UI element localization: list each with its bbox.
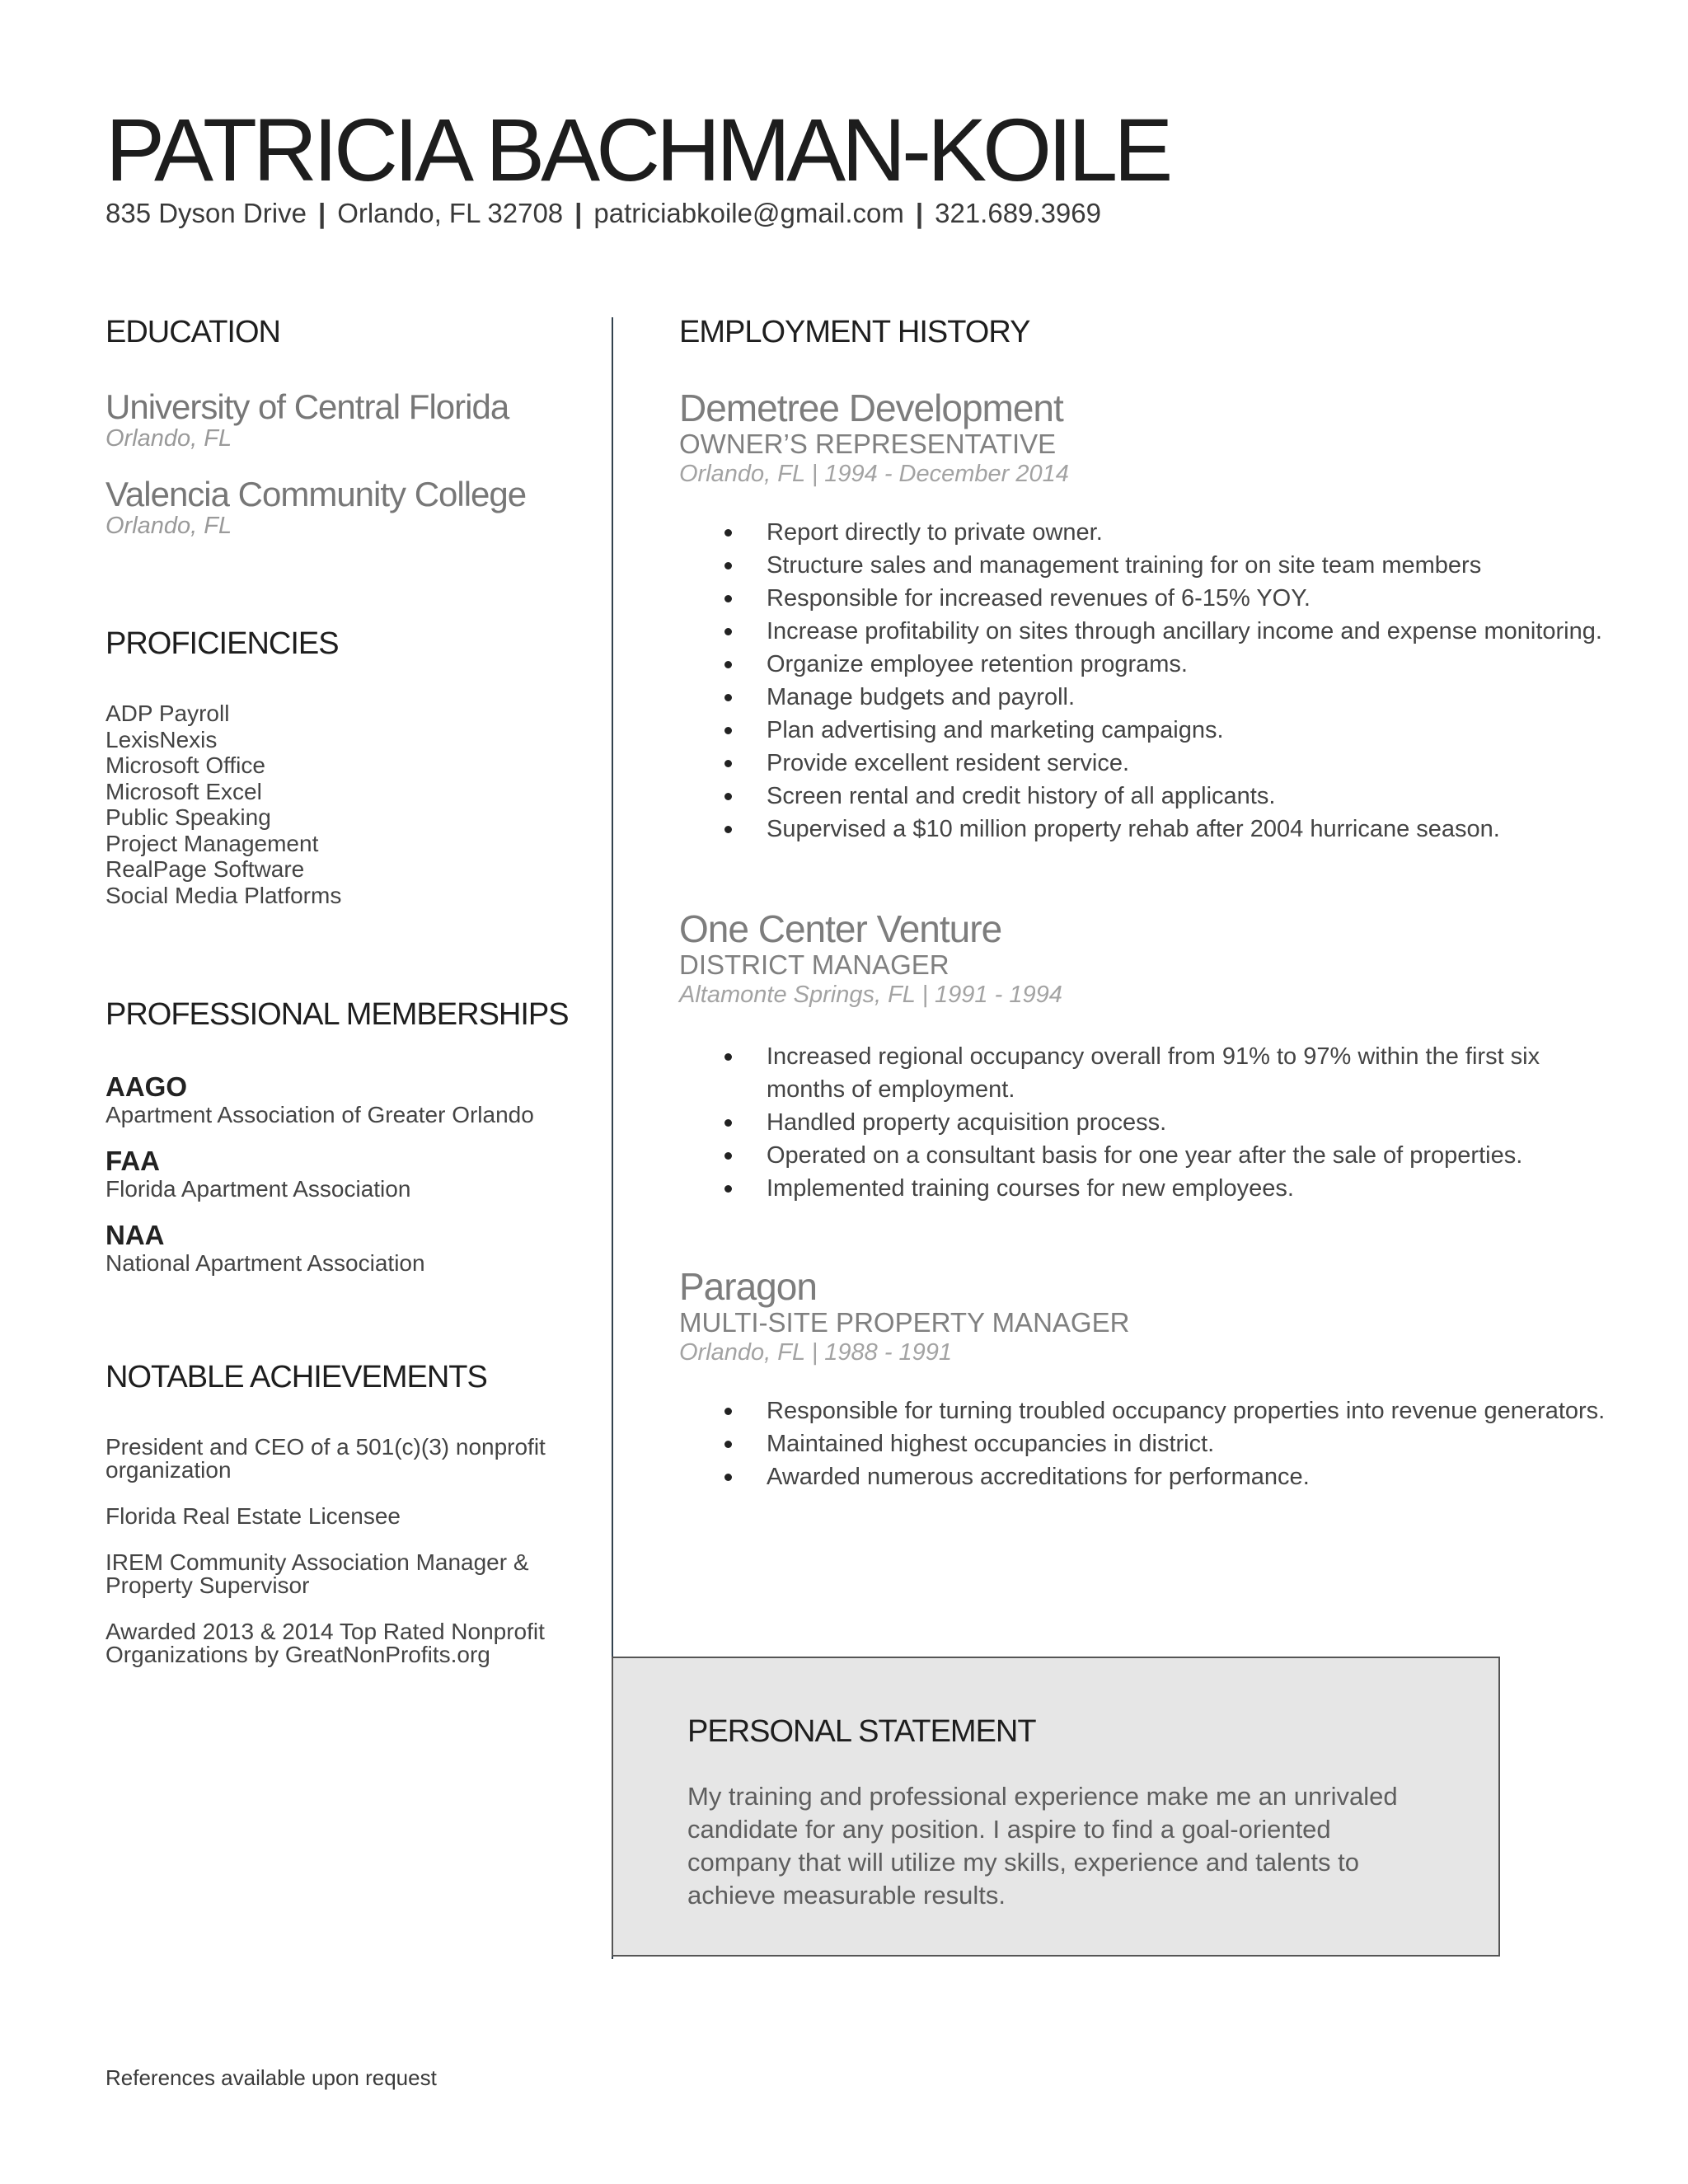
bullet-item: Screen rental and credit history of all applicants.: [679, 780, 1602, 813]
city: Orlando, FL 32708: [337, 198, 564, 228]
proficiency-item: Microsoft Excel: [106, 778, 262, 804]
bullet-item: Structure sales and management training for on site team members: [679, 549, 1602, 582]
bullet-item: Responsible for turning troubled occupancy properties into revenue generators.: [679, 1394, 1605, 1427]
applicant-name: PATRICIA BACHMAN-KOILE: [106, 100, 1170, 199]
school-location: Orlando, FL: [106, 513, 232, 540]
school-name: Valencia Community College: [106, 475, 527, 513]
achievement-item: IREM Community Association Manager & Property Supervisor: [106, 1549, 529, 1598]
address: 835 Dyson Drive: [106, 198, 307, 228]
proficiency-item: Public Speaking: [106, 804, 271, 830]
proficiency-item: Microsoft Office: [106, 752, 265, 778]
contact-line: [106, 198, 1101, 229]
bullet-item: Organize employee retention programs.: [679, 648, 1602, 681]
membership-item: [106, 1073, 534, 1127]
achievement-item: President and CEO of a 501(c)(3) nonprofit organization: [106, 1434, 546, 1483]
company-name: Demetree Development: [679, 387, 1063, 429]
separator: |: [574, 198, 583, 228]
job-dates: Orlando, FL | 1988 - 1991: [679, 1339, 953, 1366]
phone[interactable]: 321.689.3969: [935, 198, 1101, 228]
references-note: References available upon request: [106, 2065, 437, 2090]
achievement-item: Awarded 2013 & 2014 Top Rated Nonprofit Organizations by GreatNonProfits.org: [106, 1619, 545, 1667]
membership-abbr: NAA: [106, 1220, 165, 1250]
achievements-heading: NOTABLE ACHIEVEMENTS: [106, 1360, 487, 1394]
proficiency-item: Project Management: [106, 830, 319, 856]
job-role: DISTRICT MANAGER: [679, 949, 950, 980]
statement-heading: PERSONAL STATEMENT: [687, 1714, 1036, 1749]
proficiencies-list: [106, 701, 341, 908]
proficiency-item: ADP Payroll: [106, 701, 230, 726]
bullet-item: Manage budgets and payroll.: [679, 681, 1602, 714]
proficiency-item: Social Media Platforms: [106, 882, 342, 908]
school-name: University of Central Florida: [106, 387, 509, 426]
bullet-item: Increased regional occupancy overall from 91% to 97% within the first six months of employment.: [679, 1040, 1591, 1106]
company-name: One Center Venture: [679, 907, 1002, 950]
membership-full-name: Florida Apartment Association: [106, 1176, 411, 1202]
job-role: MULTI-SITE PROPERTY MANAGER: [679, 1307, 1130, 1338]
bullet-item: Awarded numerous accreditations for performance.: [679, 1460, 1605, 1493]
membership-abbr: FAA: [106, 1146, 160, 1176]
membership-item: [106, 1147, 410, 1201]
membership-abbr: AAGO: [106, 1071, 187, 1102]
job-entry: [679, 389, 1069, 486]
separator: |: [317, 198, 326, 228]
bullet-item: Supervised a $10 million property rehab after 2004 hurricane season.: [679, 813, 1602, 846]
memberships-heading: PROFESSIONAL MEMBERSHIPS: [106, 997, 569, 1032]
statement-text: My training and professional experience make me an unrivaled candidate for any position. I aspire to find a goal-oriented company that will utilize my skills, experience and talents to achieve measurable results.: [687, 1782, 1398, 1910]
bullet-item: Report directly to private owner.: [679, 516, 1602, 549]
bullet-item: Implemented training courses for new employees.: [679, 1172, 1591, 1205]
job-bullets: [679, 516, 1602, 846]
bullet-item: Plan advertising and marketing campaigns.: [679, 714, 1602, 747]
bullet-item: Increase profitability on sites through ancillary income and expense monitoring.: [679, 615, 1602, 648]
education-heading: EDUCATION: [106, 315, 280, 349]
job-entry: [679, 907, 1062, 1008]
education-school: [106, 389, 509, 452]
job-role: OWNER’S REPRESENTATIVE: [679, 429, 1057, 459]
separator: |: [915, 198, 924, 228]
bullet-item: Maintained highest occupancies in district.: [679, 1427, 1605, 1460]
personal-statement-box: [612, 1657, 1500, 1957]
membership-full-name: Apartment Association of Greater Orlando: [106, 1102, 534, 1127]
bullet-item: Responsible for increased revenues of 6-15% YOY.: [679, 582, 1602, 615]
membership-item: [106, 1221, 425, 1275]
membership-full-name: National Apartment Association: [106, 1250, 425, 1276]
email[interactable]: patriciabkoile@gmail.com: [593, 198, 904, 228]
school-location: Orlando, FL: [106, 425, 232, 452]
bullet-item: Provide excellent resident service.: [679, 747, 1602, 780]
bullet-item: Handled property acquisition process.: [679, 1106, 1591, 1139]
proficiencies-heading: PROFICIENCIES: [106, 626, 339, 661]
proficiency-item: LexisNexis: [106, 726, 218, 752]
education-school: [106, 476, 526, 540]
job-entry: [679, 1265, 1130, 1366]
company-name: Paragon: [679, 1265, 817, 1308]
job-dates: Altamonte Springs, FL | 1991 - 1994: [679, 982, 1062, 1008]
bullet-item: Operated on a consultant basis for one year after the sale of properties.: [679, 1139, 1591, 1172]
employment-heading: EMPLOYMENT HISTORY: [679, 315, 1030, 349]
achievement-item: Florida Real Estate Licensee: [106, 1503, 401, 1529]
job-bullets: [679, 1394, 1605, 1493]
proficiency-item: RealPage Software: [106, 856, 305, 882]
job-dates: Orlando, FL | 1994 - December 2014: [679, 461, 1069, 487]
job-bullets: [679, 1040, 1591, 1205]
